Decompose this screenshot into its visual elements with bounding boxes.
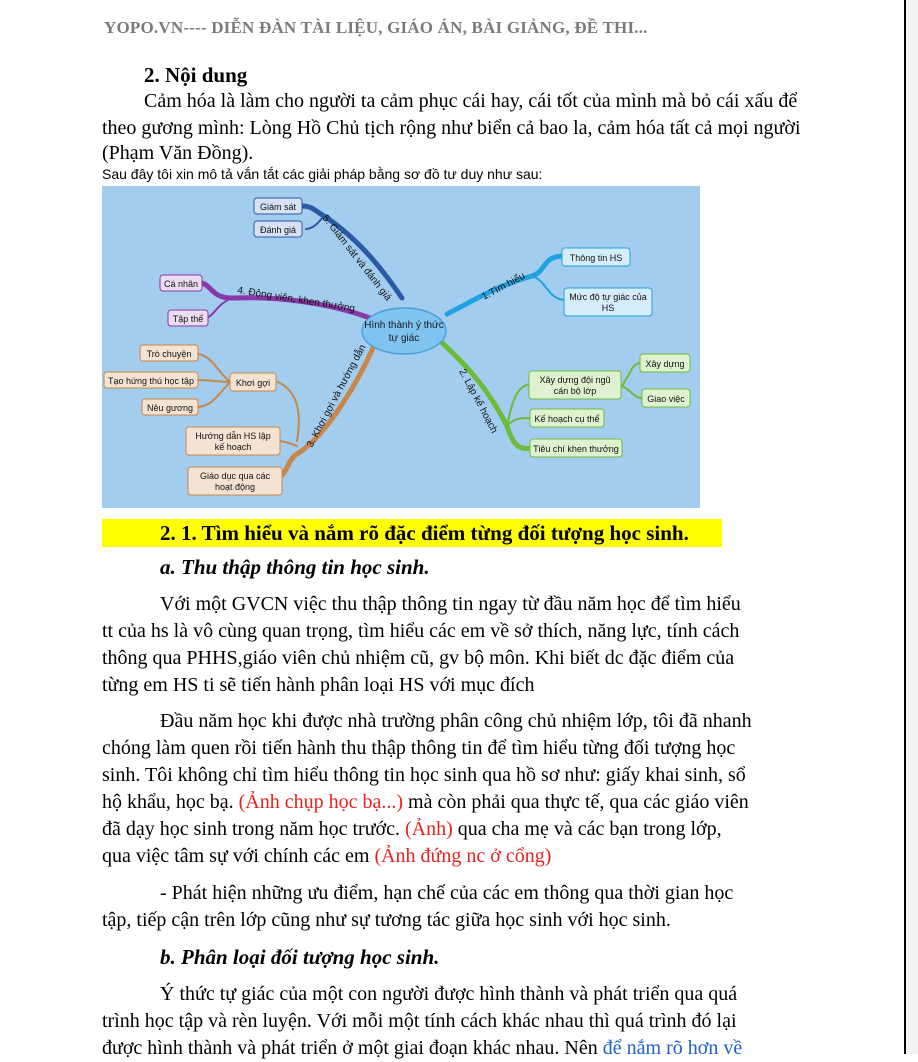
svg-text:Khơi gợi: Khơi gợi [235,378,271,388]
section-title: 2. Nội dung [144,63,248,87]
center-node-label-1: Hình thành ý thức [364,320,444,331]
photo-note-anh: (Ảnh) [405,818,453,840]
mindmap-diagram [102,186,700,508]
intro-line-2: theo gương mình: Lòng Hồ Chủ tịch rộng như biển cả bao la, cảm hóa tất cả mọi người [102,117,801,139]
svg-text:Tạo hứng thú học tập: Tạo hứng thú học tập [107,376,195,386]
heading-b: b. Phân loại đối tượng học sinh. [160,945,440,969]
heading-a: a. Thu thập thông tin học sinh. [160,555,430,579]
svg-text:Tập thể: Tập thể [172,314,204,324]
svg-text:Nêu gương: Nêu gương [147,403,193,413]
mindmap-caption: Sau đây tôi xin mô tả vắn tắt các giải pháp bằng sơ đồ tư duy như sau: [102,166,543,182]
para4-line-3: được hình thành và phát triển ở một giai đoạn khác nhau. Nên để nắm rõ hơn về [102,1037,743,1059]
branch-5-label: 5. Giám sát và đánh giá [319,213,394,304]
center-node-label-2: tự giác [388,333,420,344]
para2-line-1: Đầu năm học khi được nhà trường phân công chủ nhiệm lớp, tôi đã nhanh [160,710,752,732]
intro-line-1: Cảm hóa là làm cho người ta cảm phục cái hay, cái tốt của mình mà bỏ cái xấu để [144,90,798,112]
para1-line-1: Với một GVCN việc thu thập thông tin ngay từ đầu năm học để tìm hiểu [160,593,741,615]
branch-3-label: 3. Khơi gợi và hướng dẫn [304,342,369,450]
svg-text:Xây dựng đội ngũ: Xây dựng đội ngũ [539,375,611,385]
para1-line-3: thông qua PHHS,giáo viên chủ nhiệm cũ, gv bộ môn. Khi biết dc đặc điểm của [102,647,735,669]
intro-line-3: (Phạm Văn Đồng). [102,142,254,164]
para2-line-4: hộ khẩu, học bạ. (Ảnh chụp học bạ...) mà còn phải qua thực tế, qua các giáo viên [102,791,749,813]
svg-text:Hướng dẫn HS lập: Hướng dẫn HS lập [195,431,271,441]
para3-line-1: - Phát hiện những ưu điểm, hạn chế của các em thông qua thời gian học [160,882,734,904]
blue-text: để nắm rõ hơn về [602,1037,743,1059]
svg-text:Cá nhân: Cá nhân [163,279,199,289]
para4-line-1: Ý thức tự giác của một con người được hình thành và phát triển qua quá [160,983,738,1005]
svg-text:Giáo dục qua các: Giáo dục qua các [199,471,271,481]
svg-text:cán bộ lớp: cán bộ lớp [553,386,597,396]
heading-2-1: 2. 1. Tìm hiểu và nắm rõ đặc điểm từng đối tượng học sinh. [160,521,689,545]
branch-4-label: 4. Động viên, khen thưởng [236,285,356,315]
center-node [362,308,446,354]
branch-2-label: 2. Lập kế hoạch [456,367,500,436]
svg-text:Thông tin HS: Thông tin HS [569,253,623,263]
para2-line-3: sinh. Tôi không chỉ tìm hiểu thông tin học sinh qua hồ sơ như: giấy khai sinh, sổ [102,764,746,786]
svg-text:Mức độ tự giác của: Mức độ tự giác của [569,292,647,302]
page-margin [906,0,918,1054]
svg-text:HS: HS [601,303,615,313]
page-header: YOPO.VN---- DIỄN ĐÀN TÀI LIỆU, GIÁO ÁN, BÀI GIẢNG, ĐỀ THI... [104,18,648,37]
svg-text:kế hoạch: kế hoạch [214,442,252,452]
svg-text:Giám sát: Giám sát [259,202,297,212]
photo-note-cong: (Ảnh đứng nc ở cổng) [374,845,552,867]
svg-text:Đánh giá: Đánh giá [259,225,297,235]
para2-line-6: qua việc tâm sự với chính các em (Ảnh đứng nc ở cổng) [102,845,552,867]
svg-text:hoạt động: hoạt động [214,482,256,492]
svg-text:Kế hoạch cụ thể: Kế hoạch cụ thể [534,414,600,424]
svg-text:Tiêu chí khen thưởng: Tiêu chí khen thưởng [533,444,619,454]
svg-text:Xây dựng: Xây dựng [645,359,685,369]
para3-line-2: tập, tiếp cận trên lớp cũng như sự tương tác giữa học sinh với học sinh. [102,909,671,931]
svg-text:Giao việc: Giao việc [647,394,685,404]
para1-line-2: tt của hs là vô cùng quan trọng, tìm hiểu các em về sở thích, năng lực, tính cách [102,620,740,642]
svg-text:Trò chuyện: Trò chuyện [146,349,192,359]
para2-line-2: chóng làm quen rồi tiến hành thu thập thông tin để tìm hiểu từng đối tượng học [102,737,736,759]
para2-line-5: đã dạy học sinh trong năm học trước. (Ảnh) qua cha mẹ và các bạn trong lớp, [102,818,722,840]
photo-note-hoc-ba: (Ảnh chụp học bạ...) [238,791,404,813]
para1-line-4: từng em HS ti sẽ tiến hành phân loại HS với mục đích [102,674,535,696]
para4-line-2: trình học tập và rèn luyện. Với mỗi một tính cách khác nhau thì quá trình đó lại [102,1010,737,1032]
branch-1-label: 1.Tìm hiểu [480,270,528,303]
